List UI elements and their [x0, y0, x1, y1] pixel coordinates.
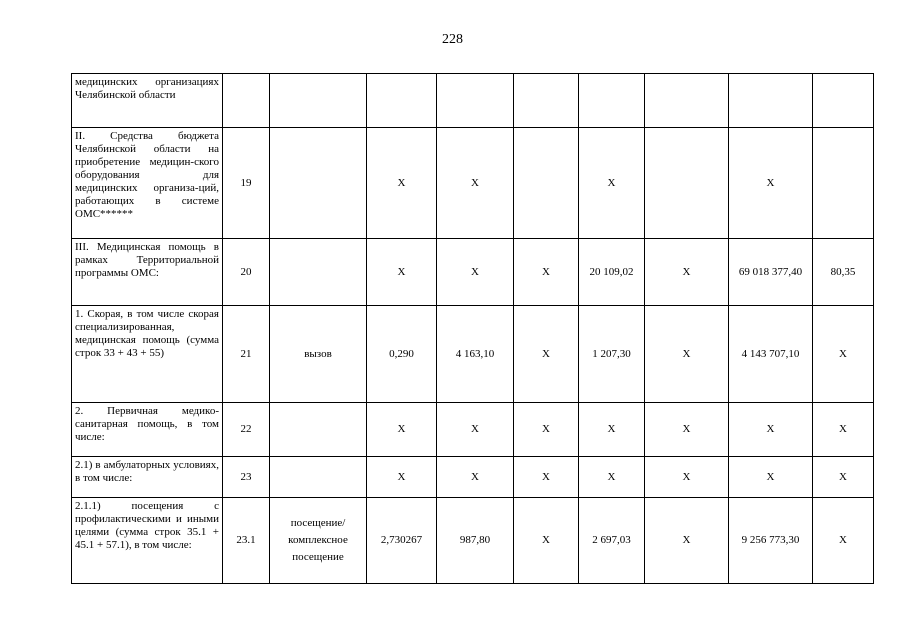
- value-cell: Х: [729, 403, 813, 457]
- value-cell: Х: [514, 239, 579, 306]
- unit-line: комплексное: [288, 534, 348, 546]
- value-cell: [579, 74, 645, 128]
- value-cell: [645, 128, 729, 239]
- value-cell: Х: [645, 306, 729, 403]
- value-cell: Х: [645, 457, 729, 498]
- row-number: 22: [223, 403, 270, 457]
- value-cell: Х: [813, 457, 874, 498]
- value-cell: Х: [645, 498, 729, 584]
- value-cell: 9 256 773,30: [729, 498, 813, 584]
- row-description: 2.1) в амбулаторных условиях, в том числе:: [72, 457, 223, 498]
- row-description: медицинских организациях Челябинской области: [72, 74, 223, 128]
- value-cell: Х: [437, 403, 514, 457]
- value-cell: Х: [579, 403, 645, 457]
- value-cell: Х: [645, 403, 729, 457]
- value-cell: 4 143 707,10: [729, 306, 813, 403]
- value-cell: Х: [367, 457, 437, 498]
- row-number: [223, 74, 270, 128]
- value-cell: 69 018 377,40: [729, 239, 813, 306]
- page-number: 228: [442, 32, 463, 47]
- value-cell: Х: [645, 239, 729, 306]
- unit-cell: [270, 403, 367, 457]
- table-row: [72, 498, 874, 584]
- unit-cell: [270, 239, 367, 306]
- unit-line: посещение: [292, 551, 344, 563]
- unit-cell: [270, 498, 367, 584]
- value-cell: Х: [514, 306, 579, 403]
- row-description: 1. Скорая, в том числе скорая специализированная, медицинская помощь (сумма строк 33 + 43 + 55): [72, 306, 223, 403]
- value-cell: [645, 74, 729, 128]
- value-cell: Х: [437, 457, 514, 498]
- budget-table: [71, 73, 874, 584]
- value-cell: 2 697,03: [579, 498, 645, 584]
- value-cell: 4 163,10: [437, 306, 514, 403]
- table-row: [72, 457, 874, 498]
- value-cell: Х: [437, 128, 514, 239]
- table-row: [72, 306, 874, 403]
- unit-cell: [270, 128, 367, 239]
- value-cell: Х: [579, 128, 645, 239]
- row-number: 20: [223, 239, 270, 306]
- value-cell: [813, 128, 874, 239]
- table-row: [72, 128, 874, 239]
- value-cell: 2,730267: [367, 498, 437, 584]
- value-cell: 987,80: [437, 498, 514, 584]
- value-cell: Х: [813, 306, 874, 403]
- value-cell: [813, 74, 874, 128]
- value-cell: Х: [813, 403, 874, 457]
- value-cell: Х: [514, 403, 579, 457]
- table-row: [72, 239, 874, 306]
- value-cell: Х: [579, 457, 645, 498]
- value-cell: 20 109,02: [579, 239, 645, 306]
- row-number: 23.1: [223, 498, 270, 584]
- value-cell: [729, 74, 813, 128]
- value-cell: Х: [729, 128, 813, 239]
- value-cell: [437, 74, 514, 128]
- table-row: [72, 74, 874, 128]
- row-description: III. Медицинская помощь в рамках Территориальной программы ОМС:: [72, 239, 223, 306]
- table-row: [72, 403, 874, 457]
- row-number: 23: [223, 457, 270, 498]
- unit-cell: вызов: [270, 306, 367, 403]
- value-cell: [514, 74, 579, 128]
- value-cell: [367, 74, 437, 128]
- row-description: 2. Первичная медико-санитарная помощь, в том числе:: [72, 403, 223, 457]
- unit-cell: [270, 74, 367, 128]
- row-number: 21: [223, 306, 270, 403]
- row-number: 19: [223, 128, 270, 239]
- value-cell: Х: [514, 457, 579, 498]
- value-cell: Х: [437, 239, 514, 306]
- value-cell: Х: [367, 239, 437, 306]
- value-cell: Х: [367, 403, 437, 457]
- row-description: II. Средства бюджета Челябинской области на приобретение медицин-ского оборудования для медицинских организа-ций, работающих в системе ОМС******: [72, 128, 223, 239]
- value-cell: Х: [729, 457, 813, 498]
- value-cell: 0,290: [367, 306, 437, 403]
- unit-cell: [270, 457, 367, 498]
- value-cell: [514, 128, 579, 239]
- value-cell: Х: [813, 498, 874, 584]
- value-cell: 1 207,30: [579, 306, 645, 403]
- value-cell: Х: [514, 498, 579, 584]
- value-cell: 80,35: [813, 239, 874, 306]
- unit-line: посещение/: [290, 517, 346, 529]
- value-cell: Х: [367, 128, 437, 239]
- row-description: 2.1.1) посещения с профилактическими и иными целями (сумма строк 35.1 + 45.1 + 57.1), в том числе:: [72, 498, 223, 584]
